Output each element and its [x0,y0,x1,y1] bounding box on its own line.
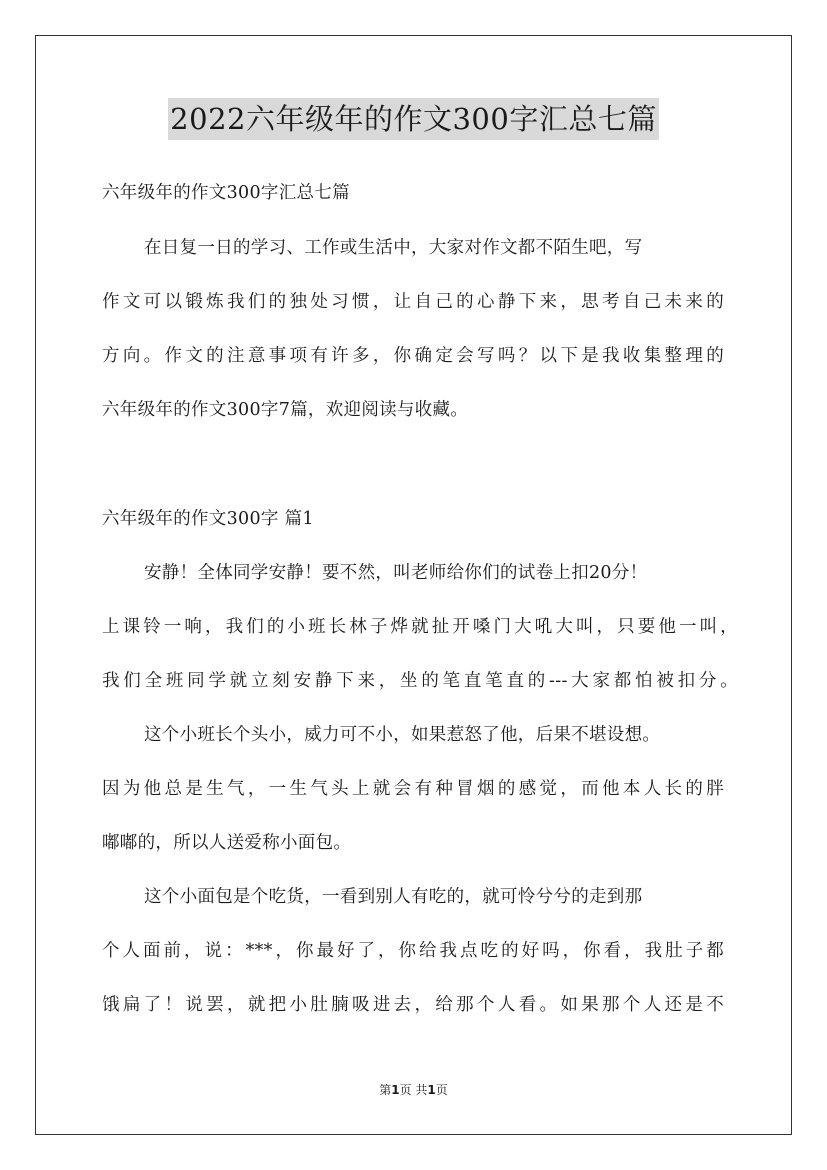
para2-line-1: 这个小班长个头小，威力可不小，如果惹怒了他，后果不堪设想。 [144,725,661,745]
para2-line-3: 嘟嘟的，所以人送爱称小面包。 [102,833,352,853]
document-subtitle: 六年级年的作文300字汇总七篇 [102,183,350,203]
intro-line-2: 作文可以锻炼我们的独处习惯，让自己的心静下来，思考自己未来的 [102,292,724,312]
intro-line-3: 方向。作文的注意事项有许多，你确定会写吗？以下是我收集整理的 [102,346,724,366]
para1-line-2: 上课铃一响，我们的小班长林子烨就扯开嗓门大吼大叫，只要他一叫， [102,617,738,637]
footer-page-total: 1 [427,1083,436,1097]
para3-line-1: 这个小面包是个吃货，一看到别人有吃的，就可怜兮兮的走到那 [144,887,643,907]
footer-page-suffix: 页 [435,1083,448,1097]
intro-line-1: 在日复一日的学习、工作或生活中，大家对作文都不陌生吧，写 [144,238,643,258]
section-heading: 六年级年的作文300字 篇1 [102,509,314,529]
para1-line-1: 安静！全体同学安静！要不然，叫老师给你们的试卷上扣20分！ [144,563,648,583]
para1-line-3: 我们全班同学就立刻安静下来，坐的笔直笔直的---大家都怕被扣分。 [102,671,738,691]
footer-page-prefix: 第 [379,1083,392,1097]
intro-line-4: 六年级年的作文300字7篇，欢迎阅读与收藏。 [102,400,469,420]
document-title: 2022六年级年的作文300字汇总七篇 [168,98,659,140]
para3-line-2: 个人面前，说：***，你最好了，你给我点吃的好吗，你看，我肚子都 [102,941,724,961]
footer-page-mid: 页 共 [399,1083,428,1097]
para3-line-3: 饿扁了！说罢，就把小肚腩吸进去，给那个人看。如果那个人还是不 [102,995,724,1015]
title-container [0,98,827,140]
footer-page-current: 1 [391,1083,400,1097]
page-footer [0,1081,827,1099]
para2-line-2: 因为他总是生气，一生气头上就会有种冒烟的感觉，而他本人长的胖 [102,779,724,799]
